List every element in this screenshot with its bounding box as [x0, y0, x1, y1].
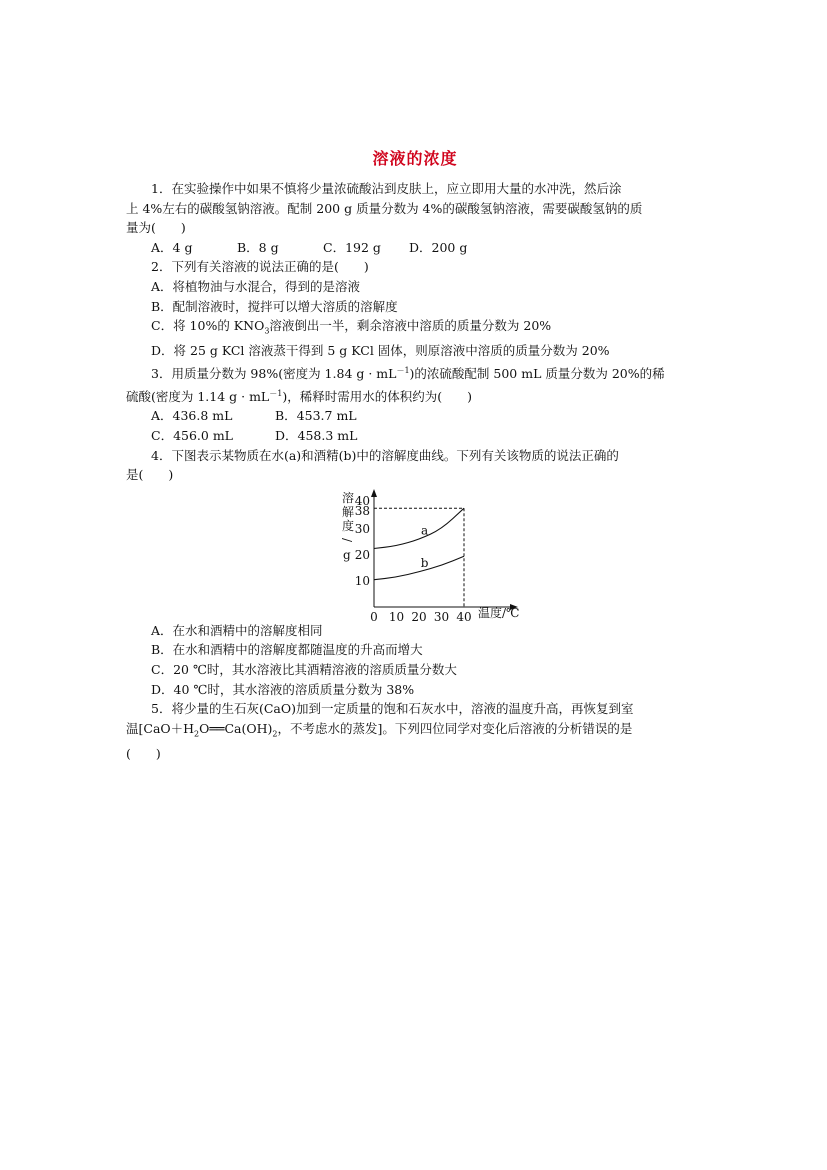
- q3-option-b: B．453.7 mL: [275, 408, 357, 424]
- y-axis-label-char: 解: [342, 504, 355, 519]
- y-tick-label: 20: [354, 547, 370, 562]
- q2-option-c-sub: 3: [264, 326, 270, 336]
- q2-option-a: A．将植物油与水混合，得到的是溶液: [151, 278, 361, 294]
- q1-option-b: B．8 g: [237, 239, 279, 255]
- q4-option-a: A．在水和酒精中的溶解度相同: [151, 622, 323, 638]
- page-title: 溶液的浓度: [372, 149, 458, 168]
- x-tick-label: 20: [411, 609, 427, 621]
- series-curve-a: [374, 508, 464, 548]
- q2-option-c-post: 溶液倒出一半，剩余溶液中溶质的质量分数为 20%: [269, 318, 552, 334]
- q4-option-c: C．20 ℃时，其水溶液比其酒精溶液的溶质质量分数大: [151, 661, 457, 677]
- q5-line-1: 5．将少量的生石灰(CaO)加到一定质量的饱和石灰水中，溶液的温度升高，再恢复到室: [151, 701, 634, 717]
- q5-line-2-pre: 温[CaO＋H: [126, 720, 195, 736]
- q1-line-2: 上 4%左右的碳酸氢钠溶液。配制 200 g 质量分数为 4%的碳酸氢钠溶液，需要碳酸氢钠的质: [126, 200, 643, 216]
- q3-line-1-sup: －1: [396, 365, 410, 375]
- y-axis-label: [340, 490, 354, 562]
- y-tick-label: 10: [354, 573, 370, 588]
- q1-option-c: C．192 g: [323, 239, 381, 255]
- q3-line-2: [126, 384, 704, 407]
- y-axis-label-char: g: [343, 547, 351, 562]
- q3-option-d: D．458.3 mL: [275, 427, 358, 443]
- y-tick-label: 38: [354, 503, 370, 518]
- series-curves: [374, 508, 464, 580]
- q3-option-c: C．456.0 mL: [151, 427, 233, 443]
- x-tick-label: 10: [388, 609, 405, 621]
- document-page: [126, 146, 704, 763]
- q2-option-c: [126, 316, 704, 341]
- y-tick-label: 30: [354, 521, 370, 536]
- q3-line-1-post: )的浓硫酸配制 500 mL 质量分数为 20%的稀: [409, 366, 665, 381]
- q4-option-d: D．40 ℃时，其水溶液的溶质质量分数为 38%: [151, 681, 415, 697]
- q3-option-a: A．436.8 mL: [151, 408, 233, 424]
- q3-line-1-pre: 3．用质量分数为 98%(密度为 1.84 g · mL: [151, 366, 397, 381]
- q5-line-2-post: ，不考虑水的蒸发]。下列四位同学对变化后溶液的分析错误的是: [277, 720, 633, 736]
- y-axis-label-char: /: [340, 537, 354, 542]
- axis-ticks: [355, 494, 472, 621]
- q4-option-b: B．在水和酒精中的溶解度都随温度的升高而增大: [151, 642, 423, 658]
- x-tick-label: 30: [433, 609, 450, 621]
- q2-option-d: D．将 25 g KCl 溶液蒸干得到 5 g KCl 固体，则原溶液中溶质的质量分数为 20%: [151, 343, 610, 359]
- series-curve-b: [374, 556, 464, 579]
- q3-line-1: [126, 361, 704, 384]
- q1-line-3: 量为( ): [126, 220, 186, 236]
- q3-line-2-pre: 硫酸(密度为 1.14 g · mL: [126, 388, 270, 404]
- x-tick-label: 0: [370, 609, 378, 621]
- q3-options-row-2: [126, 426, 704, 446]
- q5-line-2-mid: O══Ca(OH): [199, 720, 273, 736]
- y-axis-arrow: [371, 489, 377, 497]
- y-axis-label-char: 溶: [342, 490, 355, 505]
- series-label-a: a: [421, 523, 429, 538]
- solubility-chart-svg: [330, 485, 530, 621]
- q1-line-1: 1．在实验操作中如果不慎将少量浓硫酸沾到皮肤上，应立即用大量的水冲洗，然后涂: [151, 181, 622, 196]
- q3-line-2-post: )，稀释时需用水的体积约为( ): [282, 388, 472, 404]
- series-label-b: b: [420, 555, 429, 570]
- q5-line-2-sub-2: 2: [272, 729, 278, 739]
- q1-options: [126, 238, 704, 258]
- q2-option-b: B．配制溶液时，搅拌可以增大溶质的溶解度: [151, 298, 398, 314]
- q4-line-2: 是( ): [126, 467, 174, 483]
- q2-option-c-pre: C．将 10%的 KNO: [151, 318, 265, 334]
- x-tick-label: 40: [456, 609, 472, 621]
- y-axis-label-char: 度: [342, 518, 355, 533]
- q3-line-2-sup: －1: [269, 388, 283, 398]
- solubility-chart: [126, 485, 704, 621]
- q5-line-2: [126, 719, 704, 744]
- q5-line-3: ( ): [126, 745, 161, 761]
- q5-line-2-sub-1: 2: [194, 729, 200, 739]
- q4-line-1: 4．下图表示某物质在水(a)和酒精(b)中的溶解度曲线。下列有关该物质的说法正确的: [151, 447, 619, 463]
- q3-options-row-1: [126, 406, 704, 426]
- guide-lines: [374, 508, 464, 607]
- y-tick-label: 40: [354, 493, 370, 508]
- q1-option-d: D．200 g: [409, 239, 468, 255]
- q2-stem: 2．下列有关溶液的说法正确的是( ): [151, 259, 369, 275]
- x-axis-label: 温度/℃: [478, 605, 520, 620]
- q1-option-a: A．4 g: [151, 239, 193, 255]
